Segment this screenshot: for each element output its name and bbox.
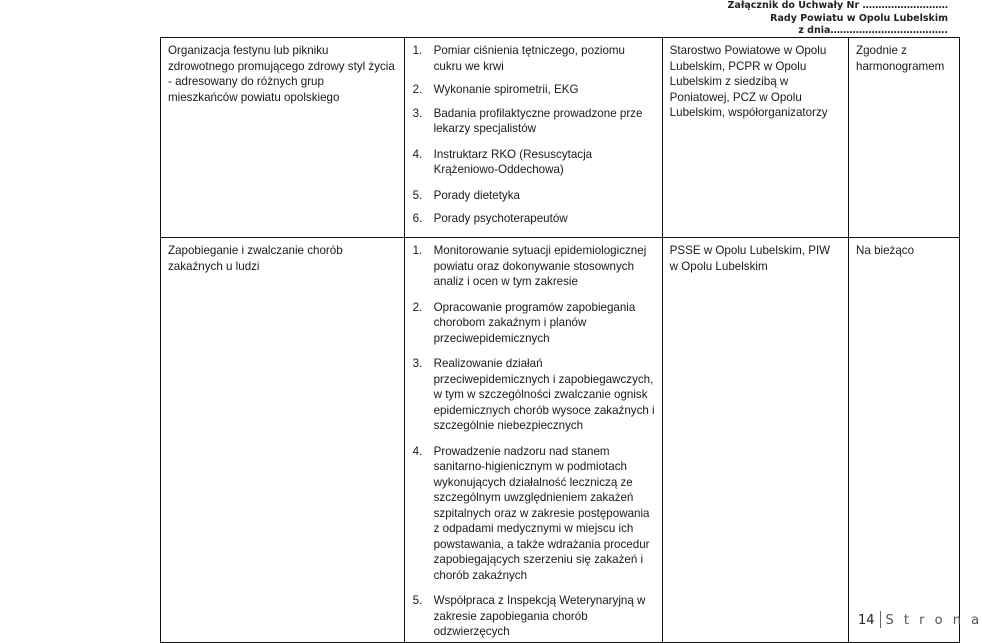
list-item: 1. Monitorowanie sytuacji epidemiologicznej powiatu oraz dokonywanie stosownych analiz i ocen w tym zakresie — [412, 244, 647, 288]
list-item: 1. Pomiar ciśnienia tętniczego, poziomu cukru we krwi — [412, 44, 626, 73]
actions-list — [408, 43, 656, 227]
list-item: 4. Prowadzenie nadzoru nad stanem sanitarno-higienicznym w podmiotach wykonujących działalność leczniczą ze szczególnym uwzględnieniem zakażeń szpitalnych oraz w zakresie postępowania z odpadami medycznymi w miejscu ich powstawania, a także wdrażania procedur zapobiegających szerzeniu się zakażeń i chorób zakaźnych — [412, 444, 650, 582]
footer-divider — [880, 611, 881, 628]
task-cell: Zapobieganie i zwalczanie chorób zakaźnych u ludzi — [161, 238, 405, 643]
list-item: 4. Instruktarz RKO (Resuscytacja Krążeniowo-Oddechowa) — [412, 147, 593, 176]
list-item: 2. Opracowanie programów zapobiegania chorobom zakaźnym i planów przeciwepidemicznych — [412, 300, 636, 345]
header-line-2: Rady Powiatu w Opolu Lubelskim — [770, 12, 948, 24]
page-footer — [858, 612, 982, 629]
tasks-table — [160, 37, 960, 643]
list-item: 2. Wykonanie spirometrii, EKG — [412, 83, 579, 96]
list-item: 6. Porady psychoterapeutów — [412, 212, 568, 225]
deadline-cell: Zgodnie z harmonogramem — [849, 38, 960, 238]
document-header — [728, 0, 948, 38]
deadline-cell: Na bieżąco — [849, 238, 960, 643]
list-item: 3. Badania profilaktyczne prowadzone prze lekarzy specjalistów — [412, 106, 643, 135]
list-item: 3. Realizowanie działań przeciwepidemicznych i zapobiegawczych, w tym w szczególności zwalczanie ognisk epidemicznych chorób wysoce zakaźnych i szczególnie niebezpiecznych — [412, 357, 655, 432]
header-line-1: Załącznik do Uchwały Nr ……………………… — [727, 0, 948, 11]
list-item: 5. Współpraca z Inspekcją Weterynaryjną w zakresie zapobiegania chorób odzwierzęcych — [412, 594, 646, 638]
responsible-cell: PSSE w Opolu Lubelskim, PIW w Opolu Lubelskim — [662, 238, 848, 643]
table-row — [161, 238, 960, 643]
task-cell: Organizacja festynu lub pikniku zdrowotnego promującego zdrowy styl życia - adresowany do różnych grup mieszkańców powiatu opolskiego — [161, 38, 405, 238]
page-number: 14 — [858, 613, 875, 628]
actions-cell — [404, 38, 662, 238]
list-item: 5. Porady dietetyka — [412, 188, 520, 202]
actions-list — [408, 243, 656, 640]
actions-cell — [404, 238, 662, 643]
page-word: S t r o n a — [885, 613, 982, 628]
table-row — [161, 38, 960, 238]
responsible-cell: Starostwo Powiatowe w Opolu Lubelskim, PCPR w Opolu Lubelskim z siedzibą w Poniatowej, PCZ w Opolu Lubelskim, współorganizatorzy — [662, 38, 848, 238]
header-line-3: z dnia………………………………. — [798, 25, 948, 36]
